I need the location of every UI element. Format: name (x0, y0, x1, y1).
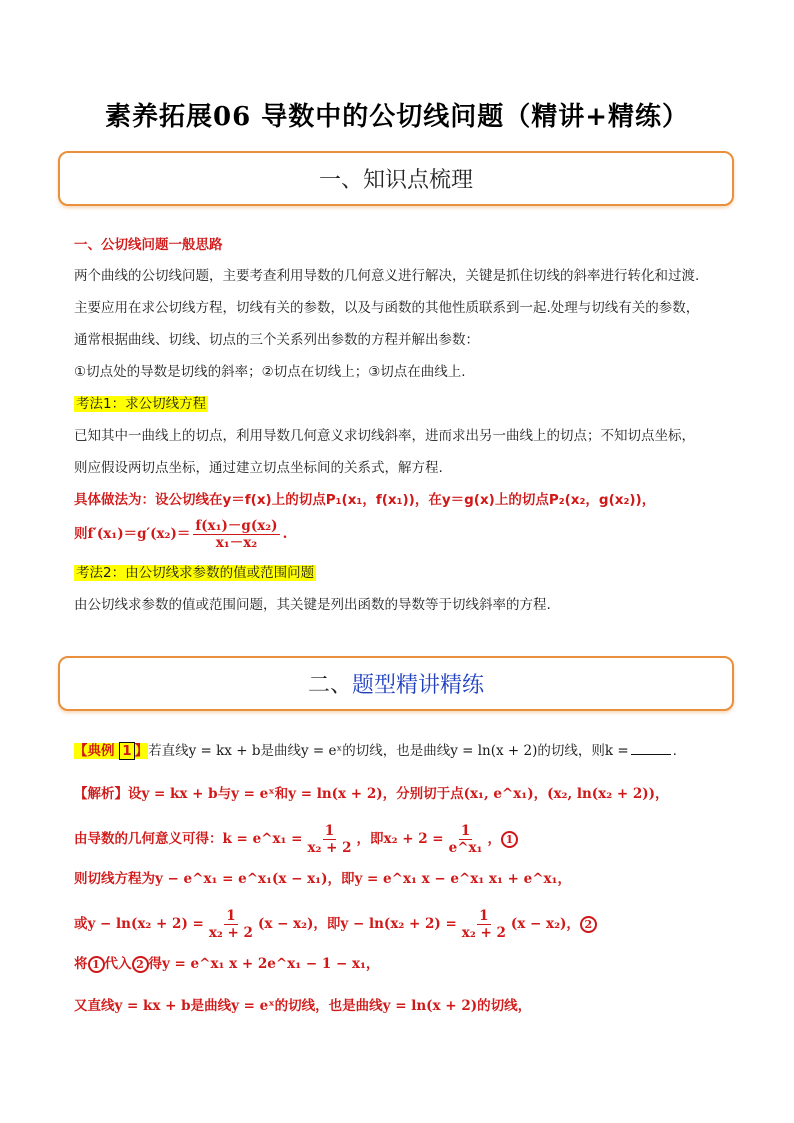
example-1-question (74, 741, 677, 761)
heading-general-approach: 一、公切线问题一般思路 (74, 237, 223, 253)
step4-frac1-denominator: x₂ + 2 (208, 925, 253, 941)
solution-step-1-text: 设y = kx + b与y = eˣ和y = ln(x + 2)，分别切于点(x₁, e^x₁)，(x₂, ln(x₂ + 2))， (128, 786, 669, 802)
solution-step-2 (74, 823, 518, 856)
example-question-text: 若直线y = kx + b是曲线y = eˣ的切线，也是曲线y = ln(x + 2)的切线，则k = (148, 743, 629, 759)
formula-lhs: 则f′(x₁)＝g′(x₂)＝ (74, 526, 191, 542)
formula-fraction (193, 518, 279, 551)
step-4-end: (x − x₂)， (510, 916, 580, 932)
example-tag-close: 】 (134, 743, 149, 759)
fraction-1-numerator: 1 (324, 823, 335, 839)
equation-marker-1: 1 (501, 831, 518, 848)
solution-step-3: 则切线方程为y − e^x₁ = e^x₁(x − x₁)，即y = e^x₁ x − e^x₁ x₁ + e^x₁， (74, 871, 571, 887)
solution-tag: 【解析】 (74, 786, 128, 802)
section-problems-prefix: 二、 (307, 673, 352, 698)
method-2-highlight: 考法2：由公切线求参数的值或范围问题 (76, 565, 315, 581)
step-5-a: 将 (74, 956, 88, 972)
method-1-highlight: 考法1：求公切线方程 (76, 396, 207, 412)
step-5-b: 代入 (104, 956, 132, 972)
step4-frac2-denominator: x₂ + 2 (461, 925, 506, 941)
paragraph-3: 通常根据曲线、切线、切点的三个关系列出参数的方程并解出参数： (74, 332, 479, 348)
solution-step-5 (74, 954, 379, 974)
paragraph-5: 已知其中一曲线上的切点，利用导数几何意义求切线斜率，进而求出另一曲线上的切点；不知切点坐标， (74, 428, 695, 444)
paragraph-9: 由公切线求参数的值或范围问题，其关键是列出函数的导数等于切线斜率的方程. (74, 597, 551, 613)
example-tag-number: 1 (119, 742, 134, 760)
step4-frac2-numerator: 1 (479, 908, 489, 924)
step-4-fraction-1 (207, 908, 255, 941)
fraction-1-denominator: x₂ + 2 (307, 840, 352, 856)
formula-denominator: x₁－x₂ (215, 535, 258, 551)
section-problems-title: 题型精讲精练 (352, 673, 485, 698)
step-2-lead: 由导数的几何意义可得：k = e^x₁ = (74, 831, 303, 847)
step-5-c: 得y = e^x₁ x + 2e^x₁ − 1 − x₁， (148, 956, 380, 972)
method-2-label (74, 563, 316, 583)
step-4-fraction-2 (460, 908, 508, 941)
equation-ref-2: 2 (132, 956, 149, 973)
fraction-2-numerator: 1 (460, 823, 471, 839)
section-knowledge-title: 一、知识点梳理 (318, 168, 473, 193)
paragraph-4: ①切点处的导数是切线的斜率；②切点在切线上；③切点在曲线上. (74, 364, 466, 380)
paragraph-6: 则应假设两切点坐标，通过建立切点坐标间的关系式，解方程. (74, 460, 443, 476)
section-knowledge-header (58, 151, 734, 206)
step4-frac1-numerator: 1 (226, 908, 236, 924)
equation-marker-2: 2 (580, 916, 597, 933)
step-2-fraction-2 (447, 823, 485, 856)
formula-numerator: f(x₁)－g(x₂) (195, 518, 278, 534)
solution-step-4 (74, 908, 597, 941)
example-question-end: . (672, 743, 677, 759)
section-problems-header (58, 656, 734, 711)
fraction-2-denominator: e^x₁ (448, 840, 483, 856)
solution-step-1 (74, 784, 669, 804)
method-1-label (74, 394, 208, 414)
example-tag-open: 【典例 (74, 743, 115, 759)
answer-blank (631, 742, 671, 755)
paragraph-1: 两个曲线的公切线问题，主要考查利用导数的几何意义进行解决，关键是抓住切线的斜率进行转化和过渡. (74, 268, 700, 284)
step-2-mid: ，即x₂ + 2 = (356, 831, 444, 847)
formula-end: . (282, 526, 288, 542)
equation-ref-1: 1 (88, 956, 105, 973)
step-4-mid: (x − x₂)，即y − ln(x₂ + 2) = (257, 916, 457, 932)
formula-slope-equality (74, 518, 287, 551)
step-2-fraction-1 (305, 823, 353, 856)
page-title: 素养拓展06 导数中的公切线问题（精讲+精练） (104, 102, 690, 132)
paragraph-2: 主要应用在求公切线方程，切线有关的参数，以及与函数的其他性质联系到一起.处理与切线有关的参数， (74, 300, 700, 316)
step-2-end: ， (487, 831, 501, 847)
example-1-tag (74, 743, 148, 759)
solution-step-6: 又直线y = kx + b是曲线y = eˣ的切线，也是曲线y = ln(x + 2)的切线， (74, 998, 532, 1014)
paragraph-7-method: 具体做法为：设公切线在y＝f(x)上的切点P₁(x₁，f(x₁))，在y＝g(x)上的切点P₂(x₂，g(x₂))， (74, 492, 656, 508)
step-4-lead: 或y − ln(x₂ + 2) = (74, 916, 204, 932)
